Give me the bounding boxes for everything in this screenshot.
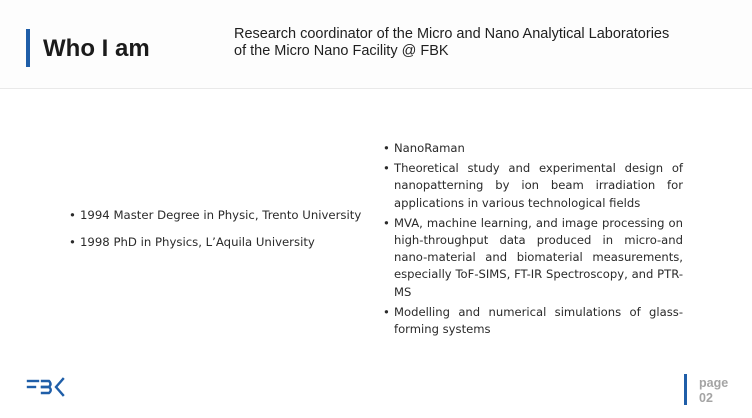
research-topic-item: • NanoRaman bbox=[383, 140, 683, 157]
education-item: • 1994 Master Degree in Physic, Trento University bbox=[69, 208, 369, 223]
research-topic-item: • MVA, machine learning, and image processing on high-throughput data produced in micro-and nano-material and biomaterial measurements, especially ToF-SIMS, FT-IR Spectroscopy, and PTR-MS bbox=[383, 215, 683, 301]
education-item: • 1998 PhD in Physics, L’Aquila University bbox=[69, 235, 369, 250]
fbk-logo bbox=[26, 375, 70, 399]
subtitle-line-1: Research coordinator of the Micro and Nano Analytical Laboratories bbox=[234, 26, 670, 42]
slide-subtitle bbox=[234, 26, 704, 60]
page-indicator bbox=[699, 376, 728, 406]
header-divider bbox=[0, 88, 752, 89]
page-label: page bbox=[699, 376, 729, 390]
page-accent-bar bbox=[684, 374, 687, 405]
slide-title: Who I am bbox=[43, 35, 150, 62]
title-accent-bar bbox=[26, 29, 30, 67]
research-topic-item: • Modelling and numerical simulations of glass-forming systems bbox=[383, 304, 683, 338]
education-list bbox=[69, 208, 369, 262]
subtitle-line-2: of the Micro Nano Facility @ FBK bbox=[234, 43, 449, 59]
research-topics-list bbox=[383, 140, 683, 341]
research-topic-item: • Theoretical study and experimental design of nanopatterning by ion beam irradiation for applications in various technological fields bbox=[383, 160, 683, 212]
page-number: 02 bbox=[699, 391, 713, 405]
